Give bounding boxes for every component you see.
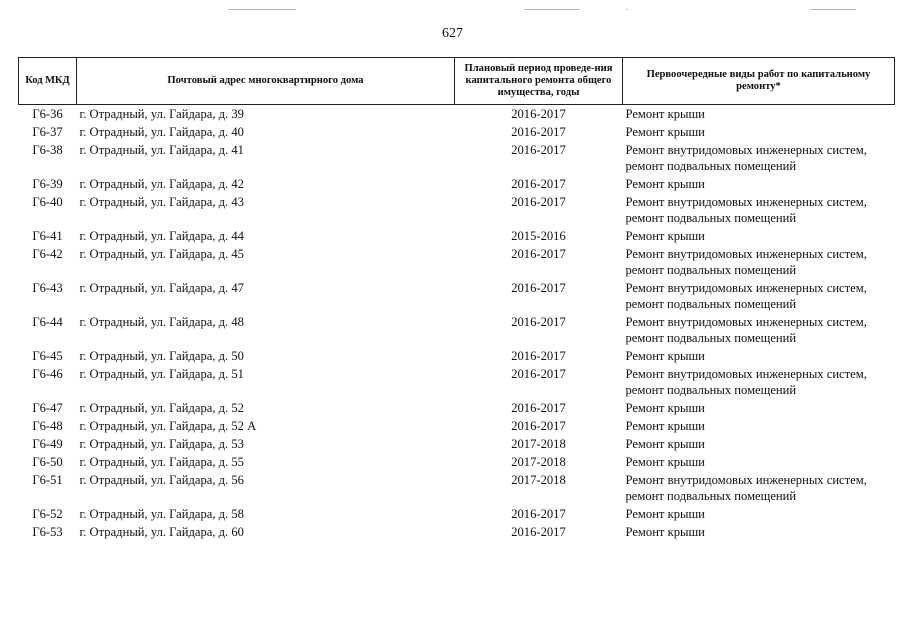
cell-period: 2016-2017: [511, 247, 566, 261]
works-line: Ремонт крыши: [625, 229, 705, 243]
table-row: [19, 347, 895, 365]
cell-period: 2016-2017: [511, 125, 566, 139]
cell-works: [623, 227, 895, 245]
cell-address: г. Отрадный, ул. Гайдара, д. 60: [79, 525, 244, 539]
cell-period: 2016-2017: [511, 177, 566, 191]
cell-code: Г6-39: [32, 177, 63, 191]
cell-period: 2016-2017: [511, 401, 566, 415]
cell-period: 2016-2017: [511, 281, 566, 295]
cell-code: Г6-52: [32, 507, 63, 521]
cell-code: Г6-48: [32, 419, 63, 433]
capital-repair-table: [18, 57, 895, 541]
works-line: ремонт подвальных помещений: [625, 211, 797, 225]
table-row: [19, 193, 895, 227]
column-header-period: Плановый период проведе-ния капитального ремонта общего имущества, годы: [455, 58, 623, 105]
table-header-row: [19, 58, 895, 105]
table-row: [19, 435, 895, 453]
cell-code: Г6-36: [32, 107, 63, 121]
works-line: Ремонт крыши: [625, 455, 705, 469]
cell-works: [623, 105, 895, 124]
works-line: ремонт подвальных помещений: [625, 263, 797, 277]
cell-code: Г6-53: [32, 525, 63, 539]
cell-works: [623, 193, 895, 227]
works-line: Ремонт внутридомовых инженерных систем,: [625, 195, 867, 209]
table-row: [19, 175, 895, 193]
cell-address: г. Отрадный, ул. Гайдара, д. 52: [79, 401, 244, 415]
table-row: [19, 123, 895, 141]
works-line: ремонт подвальных помещений: [625, 489, 797, 503]
cell-address: г. Отрадный, ул. Гайдара, д. 41: [79, 143, 244, 157]
works-line: Ремонт внутридомовых инженерных систем,: [625, 315, 867, 329]
table-row: [19, 471, 895, 505]
works-line: Ремонт внутридомовых инженерных систем,: [625, 247, 867, 261]
column-header-code: Код МКД: [19, 58, 77, 105]
cell-address: г. Отрадный, ул. Гайдара, д. 47: [79, 281, 244, 295]
table-row: [19, 417, 895, 435]
cell-works: [623, 417, 895, 435]
cell-code: Г6-51: [32, 473, 63, 487]
cell-code: Г6-40: [32, 195, 63, 209]
cell-period: 2016-2017: [511, 419, 566, 433]
cell-period: 2016-2017: [511, 143, 566, 157]
works-line: ремонт подвальных помещений: [625, 331, 797, 345]
works-line: Ремонт крыши: [625, 419, 705, 433]
table-row: [19, 399, 895, 417]
cell-address: г. Отрадный, ул. Гайдара, д. 58: [79, 507, 244, 521]
table-row: [19, 227, 895, 245]
cell-address: г. Отрадный, ул. Гайдара, д. 40: [79, 125, 244, 139]
table-row: [19, 245, 895, 279]
cell-address: г. Отрадный, ул. Гайдара, д. 39: [79, 107, 244, 121]
page-number: 627: [442, 26, 463, 41]
works-line: ремонт подвальных помещений: [625, 383, 797, 397]
cell-works: [623, 453, 895, 471]
table-row: [19, 141, 895, 175]
cell-works: [623, 347, 895, 365]
cell-works: [623, 365, 895, 399]
cell-works: [623, 523, 895, 541]
cell-address: г. Отрадный, ул. Гайдара, д. 50: [79, 349, 244, 363]
cell-code: Г6-37: [32, 125, 63, 139]
table-row: [19, 313, 895, 347]
cell-code: Г6-43: [32, 281, 63, 295]
cell-works: [623, 313, 895, 347]
cell-period: 2016-2017: [511, 195, 566, 209]
cell-code: Г6-42: [32, 247, 63, 261]
table-row: [19, 365, 895, 399]
cell-address: г. Отрадный, ул. Гайдара, д. 53: [79, 437, 244, 451]
cell-period: 2017-2018: [511, 473, 566, 487]
cell-works: [623, 279, 895, 313]
cell-works: [623, 141, 895, 175]
cell-address: г. Отрадный, ул. Гайдара, д. 52 А: [79, 419, 257, 433]
cell-address: г. Отрадный, ул. Гайдара, д. 45: [79, 247, 244, 261]
works-line: Ремонт крыши: [625, 349, 705, 363]
cell-address: г. Отрадный, ул. Гайдара, д. 44: [79, 229, 244, 243]
cell-works: [623, 175, 895, 193]
works-line: Ремонт внутридомовых инженерных систем,: [625, 281, 867, 295]
table-row: [19, 279, 895, 313]
cell-period: 2016-2017: [511, 107, 566, 121]
works-line: Ремонт внутридомовых инженерных систем,: [625, 473, 867, 487]
works-line: Ремонт крыши: [625, 107, 705, 121]
cell-period: 2016-2017: [511, 525, 566, 539]
cell-period: 2016-2017: [511, 315, 566, 329]
cell-period: 2017-2018: [511, 455, 566, 469]
table-row: [19, 505, 895, 523]
cell-code: Г6-44: [32, 315, 63, 329]
cell-address: г. Отрадный, ул. Гайдара, д. 43: [79, 195, 244, 209]
column-header-address: Почтовый адрес многоквартирного дома: [77, 58, 455, 105]
table-body: [19, 105, 895, 542]
cell-works: [623, 471, 895, 505]
cell-address: г. Отрадный, ул. Гайдара, д. 48: [79, 315, 244, 329]
cell-address: г. Отрадный, ул. Гайдара, д. 56: [79, 473, 244, 487]
cell-code: Г6-46: [32, 367, 63, 381]
cell-code: Г6-50: [32, 455, 63, 469]
works-line: ремонт подвальных помещений: [625, 159, 797, 173]
works-line: Ремонт крыши: [625, 507, 705, 521]
cell-works: [623, 435, 895, 453]
cell-period: 2015-2016: [511, 229, 566, 243]
table-row: [19, 105, 895, 124]
column-header-works: Первоочередные виды работ по капитальному ремонту*: [623, 58, 895, 105]
cell-works: [623, 245, 895, 279]
cell-code: Г6-49: [32, 437, 63, 451]
works-line: Ремонт внутридомовых инженерных систем,: [625, 367, 867, 381]
cell-works: [623, 123, 895, 141]
scan-artifacts: [0, 9, 905, 13]
cell-period: 2016-2017: [511, 349, 566, 363]
cell-works: [623, 399, 895, 417]
works-line: Ремонт крыши: [625, 401, 705, 415]
cell-code: Г6-45: [32, 349, 63, 363]
cell-code: Г6-38: [32, 143, 63, 157]
cell-works: [623, 505, 895, 523]
cell-period: 2017-2018: [511, 437, 566, 451]
cell-code: Г6-47: [32, 401, 63, 415]
works-line: ремонт подвальных помещений: [625, 297, 797, 311]
cell-period: 2016-2017: [511, 507, 566, 521]
works-line: Ремонт крыши: [625, 125, 705, 139]
table-row: [19, 453, 895, 471]
cell-address: г. Отрадный, ул. Гайдара, д. 42: [79, 177, 244, 191]
works-line: Ремонт крыши: [625, 437, 705, 451]
table-row: [19, 523, 895, 541]
cell-period: 2016-2017: [511, 367, 566, 381]
works-line: Ремонт крыши: [625, 177, 705, 191]
cell-code: Г6-41: [32, 229, 63, 243]
cell-address: г. Отрадный, ул. Гайдара, д. 51: [79, 367, 244, 381]
cell-address: г. Отрадный, ул. Гайдара, д. 55: [79, 455, 244, 469]
works-line: Ремонт крыши: [625, 525, 705, 539]
works-line: Ремонт внутридомовых инженерных систем,: [625, 143, 867, 157]
